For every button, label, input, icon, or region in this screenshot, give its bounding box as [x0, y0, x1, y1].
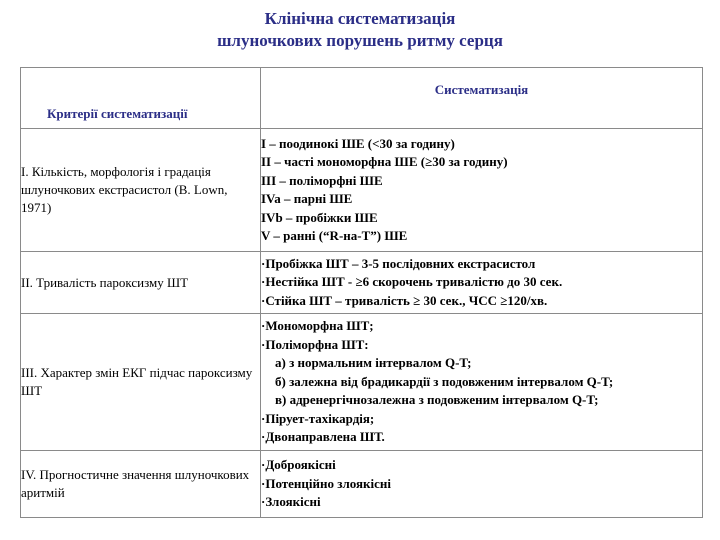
list-item: IVb – пробіжки ШЕ: [261, 209, 378, 225]
classification-table: [20, 67, 703, 518]
header-criteria: Критерії систематизації: [21, 68, 261, 129]
table-header-row: [21, 68, 703, 129]
title-line-2: шлуночкових порушень ритму серця: [217, 31, 503, 50]
list-item: ІІІ – поліморфні ШЕ: [261, 172, 383, 188]
systematization-cell: [261, 129, 703, 252]
criterion-cell: IV. Прогностичне значення шлуночкових аритмій: [21, 451, 261, 518]
list-item: ·Двонаправлена ШТ.: [261, 429, 385, 445]
page-title: [0, 8, 720, 52]
list-item: ·Пробіжка ШТ – 3-5 послідовних екстрасистол: [261, 255, 536, 271]
list-item: ІІ – часті мономорфна ШЕ (≥30 за годину): [261, 154, 508, 169]
table-row: [21, 252, 703, 314]
list-item: в) адренергічнозалежна з подовженим інтервалом Q-T;: [275, 392, 599, 408]
list-item: V – ранні (“R-на-Т”) ШЕ: [261, 228, 408, 243]
criterion-cell: І. Кількість, морфологія і градація шлуночкових екстрасистол (B. Lown, 1971): [21, 129, 261, 252]
title-line-1: Клінічна систематизація: [264, 9, 456, 28]
header-systematization: Систематизація: [261, 68, 703, 129]
criterion-cell: ІІ. Тривалість пароксизму ШТ: [21, 252, 261, 314]
list-item: ·Поліморфна ШТ:: [261, 336, 369, 352]
list-item: ·Потенційно злоякісні: [261, 475, 392, 491]
list-item: ·Мономорфна ШТ;: [261, 318, 374, 334]
table-row: [21, 129, 703, 252]
list-item: ·Пірует-тахікардія;: [261, 410, 375, 426]
list-item: ·Злоякісні: [261, 494, 321, 510]
systematization-cell: [261, 451, 703, 518]
list-item: ·Доброякісні: [261, 457, 336, 473]
list-item: ·Стійка ШТ – тривалість ≥ 30 сек., ЧСС ≥120/хв.: [261, 292, 548, 308]
table-row: [21, 451, 703, 518]
list-item: ·Нестійка ШТ - ≥6 скорочень тривалістю до 30 сек.: [261, 274, 563, 290]
list-item: а) з нормальним інтервалом Q-T;: [275, 355, 472, 371]
systematization-cell: [261, 252, 703, 314]
list-item: IVa – парні ШЕ: [261, 191, 353, 206]
systematization-cell: [261, 314, 703, 451]
list-item: б) залежна від брадикардії з подовженим інтервалом Q-T;: [275, 373, 614, 389]
table-row: [21, 314, 703, 451]
criterion-cell: ІІІ. Характер змін ЕКГ підчас пароксизму ШТ: [21, 314, 261, 451]
list-item: І – поодинокі ШЕ (<30 за годину): [261, 135, 455, 151]
